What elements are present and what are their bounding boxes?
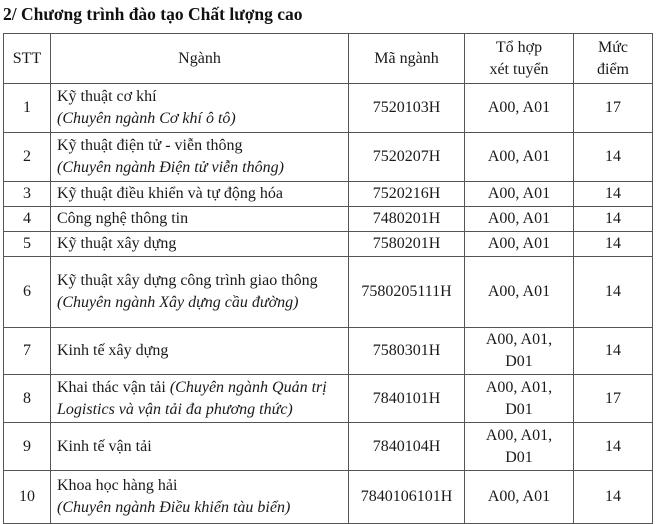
cell-code: 7480201H (349, 207, 465, 232)
table-row (4, 182, 653, 207)
header-score (574, 34, 653, 84)
cell-code: 7580205111H (349, 257, 465, 328)
section-title: 2/ Chương trình đào tạo Chất lượng cao (3, 4, 303, 24)
header-stt: STT (4, 34, 51, 84)
cell-score: 14 (574, 471, 653, 524)
cell-code: 7520103H (349, 84, 465, 133)
cell-score: 17 (574, 375, 653, 423)
cell-code: 7580201H (349, 232, 465, 257)
cell-major (51, 84, 349, 133)
major-specialization: (Chuyên ngành Điều khiển tàu biển) (57, 499, 291, 516)
cell-code: 7840101H (349, 375, 465, 423)
cell-score: 14 (574, 328, 653, 375)
cell-combination: A00, A01 (465, 471, 574, 524)
cell-combination: A00, A01 (465, 232, 574, 257)
table-row (4, 375, 653, 423)
combination-line2: D01 (505, 448, 533, 466)
header-combination-line2: xét tuyển (489, 60, 549, 78)
table-row (4, 471, 653, 524)
major-name: Kinh tế vận tải (57, 437, 152, 455)
cell-combination: A00, A01 (465, 84, 574, 133)
cell-stt: 6 (4, 257, 51, 328)
cell-combination: A00, A01 (465, 257, 574, 328)
admissions-table (3, 33, 653, 524)
major-specialization: (Chuyên ngành Điện tử viễn thông) (57, 159, 284, 176)
header-combination (465, 34, 574, 84)
major-name: Khai thác vận tải (57, 378, 166, 396)
cell-combination (465, 423, 574, 471)
table-row (4, 328, 653, 375)
cell-stt: 4 (4, 207, 51, 232)
combination-line2: D01 (505, 400, 533, 418)
header-code: Mã ngành (349, 34, 465, 84)
cell-code: 7520207H (349, 133, 465, 182)
major-name: Kỹ thuật điều khiển và tự động hóa (57, 185, 283, 202)
combination-line1: A00, A01, (485, 331, 553, 348)
table-row (4, 232, 653, 257)
major-name: Kỹ thuật cơ khí (57, 88, 157, 105)
cell-score: 14 (574, 207, 653, 232)
cell-stt: 2 (4, 133, 51, 182)
cell-stt: 10 (4, 471, 51, 524)
major-name: Kỹ thuật xây dựng công trình giao thông (57, 272, 318, 289)
cell-major (51, 375, 349, 423)
cell-score: 14 (574, 182, 653, 207)
cell-major (51, 328, 349, 375)
cell-combination (465, 328, 574, 375)
table-row (4, 207, 653, 232)
cell-major (51, 133, 349, 182)
cell-stt: 3 (4, 182, 51, 207)
major-name: Kỹ thuật điện tử - viễn thông (57, 137, 243, 154)
table-header-row (4, 34, 653, 84)
cell-major (51, 207, 349, 232)
cell-major (51, 471, 349, 524)
table-row (4, 133, 653, 182)
cell-code: 7580301H (349, 328, 465, 375)
cell-score: 14 (574, 232, 653, 257)
cell-stt: 8 (4, 375, 51, 423)
major-specialization: (Chuyên ngành Quản trị Logistics và vận tải đa phương thức) (57, 378, 327, 418)
combination-line2: D01 (505, 353, 533, 370)
table-row (4, 423, 653, 471)
cell-stt: 5 (4, 232, 51, 257)
table-row (4, 257, 653, 328)
major-specialization: (Chuyên ngành Cơ khí ô tô) (57, 110, 236, 127)
cell-stt: 7 (4, 328, 51, 375)
cell-score: 14 (574, 133, 653, 182)
major-name: Kinh tế xây dựng (57, 342, 169, 359)
header-major: Ngành (51, 34, 349, 84)
cell-major (51, 182, 349, 207)
table-row (4, 84, 653, 133)
cell-score: 14 (574, 257, 653, 328)
header-combination-line1: Tổ hợp (495, 38, 543, 56)
cell-combination: A00, A01 (465, 182, 574, 207)
cell-score: 17 (574, 84, 653, 133)
cell-major (51, 257, 349, 328)
major-name: Công nghệ thông tin (57, 210, 189, 227)
cell-combination (465, 375, 574, 423)
cell-combination: A00, A01 (465, 133, 574, 182)
cell-score: 14 (574, 423, 653, 471)
major-name: Khoa học hàng hải (57, 477, 178, 494)
cell-stt: 1 (4, 84, 51, 133)
header-score-line2: điểm (597, 60, 629, 78)
header-score-line1: Mức (598, 38, 628, 56)
cell-code: 7840104H (349, 423, 465, 471)
major-specialization: (Chuyên ngành Xây dựng cầu đường) (57, 294, 299, 311)
cell-code: 7520216H (349, 182, 465, 207)
combination-line1: A00, A01, (485, 378, 553, 396)
cell-stt: 9 (4, 423, 51, 471)
major-name: Kỹ thuật xây dựng (57, 235, 177, 252)
cell-combination: A00, A01 (465, 207, 574, 232)
cell-major (51, 423, 349, 471)
cell-major (51, 232, 349, 257)
combination-line1: A00, A01, (485, 426, 553, 444)
cell-code: 7840106101H (349, 471, 465, 524)
